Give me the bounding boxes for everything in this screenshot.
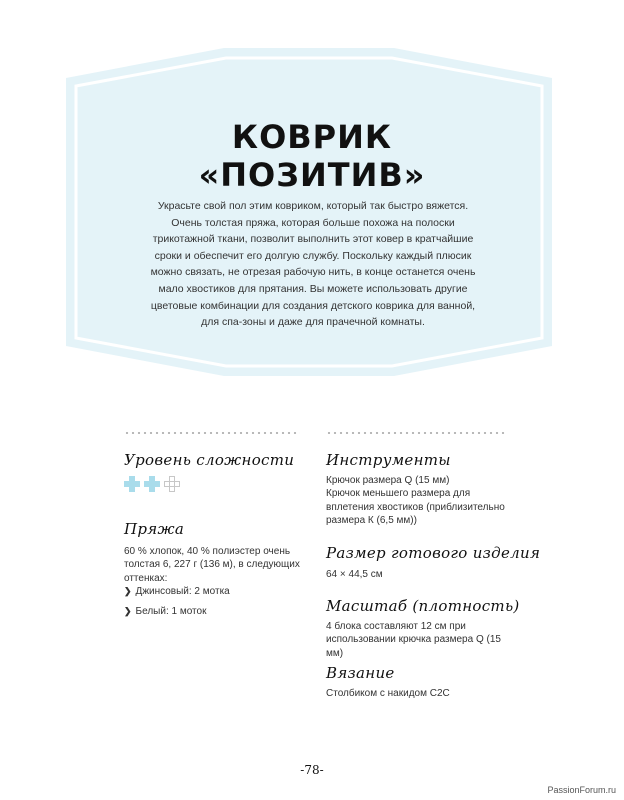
- page-title-line1: КОВРИК: [231, 118, 393, 156]
- yarn-section: [124, 545, 300, 618]
- plus-filled-icon: [124, 476, 140, 492]
- right-dotted-divider: [326, 432, 506, 434]
- size-heading: Размер готового изделия: [326, 544, 541, 562]
- tools-line: Крючок размера Q (15 мм): [326, 475, 450, 486]
- tools-section: [326, 474, 516, 528]
- plus-filled-icon: [144, 476, 160, 492]
- knitting-text: Столбиком с накидом С2С: [326, 688, 450, 699]
- watermark: PassionForum.ru: [547, 785, 616, 795]
- page-title-line2: «ПОЗИТИВ»: [198, 156, 426, 194]
- chevron-right-icon: ❯: [124, 586, 132, 597]
- yarn-heading: Пряжа: [124, 520, 185, 538]
- knitting-heading: Вязание: [326, 664, 395, 682]
- gauge-heading: Масштаб (плотность): [326, 597, 520, 615]
- difficulty-heading: Уровень сложности: [124, 451, 295, 469]
- left-dotted-divider: [124, 432, 300, 434]
- size-value: 64 × 44,5 см: [326, 569, 383, 580]
- plus-outline-icon: [164, 476, 180, 492]
- intro-paragraph: Украсьте свой пол этим ковриком, который так быстро вяжется. Очень толстая пряжа, которая больше похожа на полоски трикотажной ткани, позволит выполнить этот ковер в кратчайшие сроки и обеспечит его долгую службу. Поскольку каждый плюсик можно связать, не отрезая рабочую нить, в конце останется очень мало хвостиков для прятания. Вы можете использовать другие цветовые комбинации для создания детского коврика для ванной, для спа-зоны и даже для прачечной комнаты.: [150, 200, 476, 329]
- difficulty-rating: [124, 476, 180, 492]
- yarn-text: 60 % хлопок, 40 % полиэстер очень толстая 6, 227 г (136 м), в следующих оттенках:: [124, 546, 300, 584]
- yarn-item: ❯ Джинсовый: 2 мотка: [124, 586, 230, 598]
- gauge-text: 4 блока составляют 12 см при использовании крючка размера Q (15 мм): [326, 621, 501, 659]
- tools-heading: Инструменты: [326, 451, 451, 469]
- page-number: -78-: [300, 763, 324, 777]
- tools-line: Крючок меньшего размера для вплетения хвостиков (приблизительно размера К (6,5 мм)): [326, 488, 505, 527]
- yarn-item: ❯ Белый: 1 моток: [124, 605, 207, 617]
- chevron-right-icon: ❯: [124, 605, 132, 616]
